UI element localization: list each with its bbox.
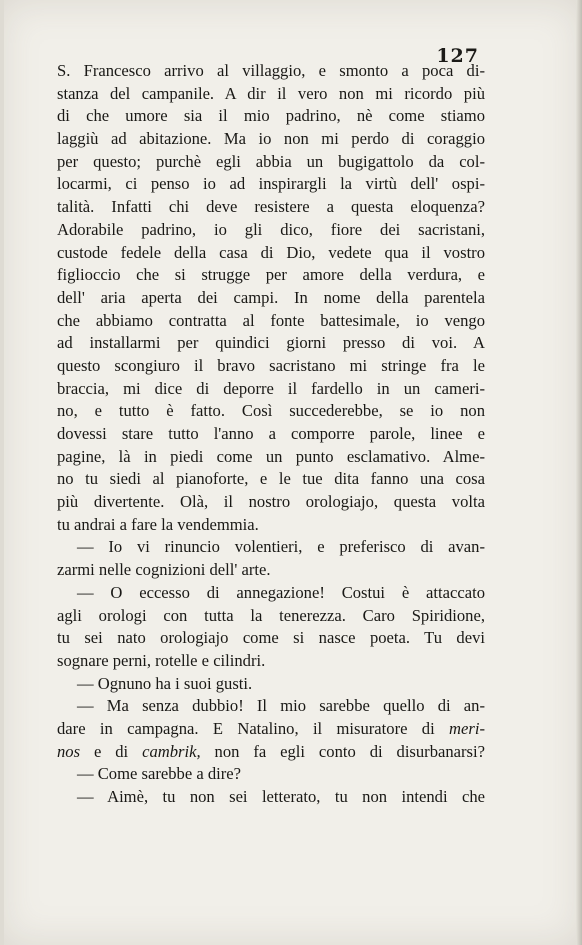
text-line: laggiù ad abitazione. Ma io non mi perdo di coraggio [57,129,485,149]
text-line: questo scongiuro il bravo sacristano mi stringe fra le [57,355,485,375]
text-line: tu andrai a fare la vendemmia. [57,514,259,534]
text-line: no, e tutto è fatto. Così succederebbe, se io non [57,401,485,421]
text-line: figlioccio che si strugge per amore della verdura, e [57,265,485,285]
text-line: talità. Infatti chi deve resistere a questa eloquenza? [57,197,485,217]
text-line: stanza del campanile. A dir il vero non mi ricordo più [57,83,485,103]
text-line: — Ognuno ha i suoi gusti. [77,673,253,693]
text-line: Adorabile padrino, io gli dico, fiore dei sacristani, [57,219,485,239]
text-line: — Ma senza dubbio! Il mio sarebbe quello di an- [77,696,485,716]
text-line: ad installarmi per quindici giorni presso di voi. A [57,333,485,353]
text-line: nos e di cambrik, non fa egli conto di disurbanarsi? [57,741,485,761]
text-line: che abbiamo contratta al fonte battesimale, io vengo [57,310,485,330]
text-line: sognare perni, rotelle e cilindri. [57,650,266,670]
text-line: dell' aria aperta dei campi. In nome della parentela [57,287,485,307]
page-right-edge [576,0,582,945]
page-left-edge [0,0,4,945]
body-text [57,60,485,809]
page-number: 127 [436,45,479,67]
text-line: dovessi stare tutto l'anno a comporre parole, linee e [57,424,485,443]
text-line: — Io vi rinuncio volentieri, e preferisco di avan- [77,537,485,557]
text-line: S. Francesco arrivo al villaggio, e smonto a poca di- [57,61,485,80]
text-line: dare in campagna. E Natalino, il misuratore di meri- [57,718,485,738]
text-line: per questo; purchè egli abbia un bugigattolo da col- [57,151,485,171]
text-line: zarmi nelle cognizioni dell' arte. [57,560,271,580]
text-line: agli orologi con tutta la tenerezza. Caro Spiridione, [57,605,485,625]
text-line: — Come sarebbe a dire? [77,764,242,784]
text-line: tu sei nato orologiajo come si nasce poeta. Tu devi [57,628,485,648]
text-line: locarmi, ci penso io ad inspirargli la virtù dell' ospi- [57,174,485,194]
text-line: — O eccesso di annegazione! Costui è attaccato [77,582,485,602]
text-line: — Aimè, tu non sei letterato, tu non intendi che [77,787,485,806]
text-line: pagine, là in piedi come un punto esclamativo. Alme- [57,446,485,466]
text-line: braccia, mi dice di deporre il fardello in un cameri- [57,378,485,398]
text-line: di che umore sia il mio padrino, nè come stiamo [57,106,485,126]
text-line: no tu siedi al pianoforte, e le tue dita fanno una cosa [57,469,485,489]
text-line: più divertente. Olà, il nostro orologiajo, questa volta [57,492,485,512]
text-line: custode fedele della casa di Dio, vedete qua il vostro [57,242,485,262]
